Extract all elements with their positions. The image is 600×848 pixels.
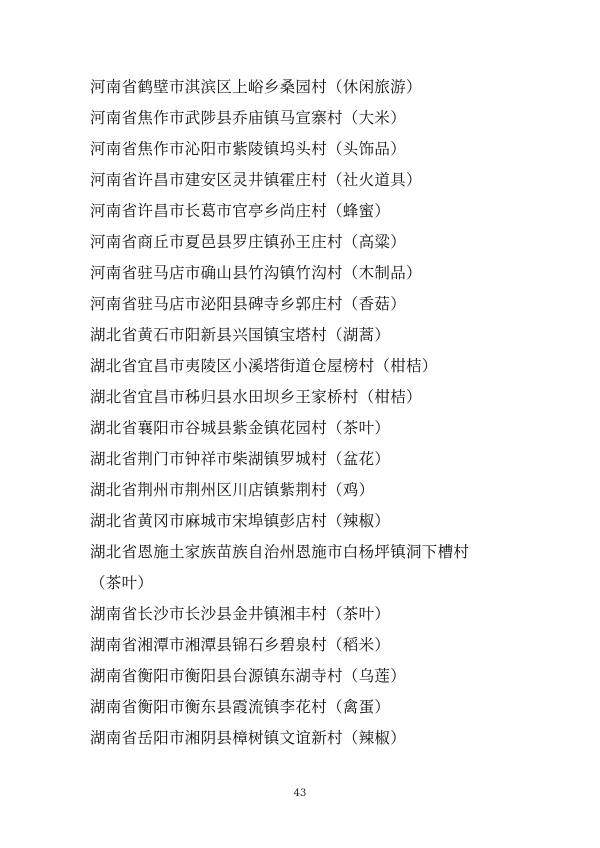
list-item: 湖北省荆州市荆州区川店镇紫荆村（鸡） [90,481,375,499]
list-item: 湖北省荆门市钟祥市柴湖镇罗城村（盆花） [90,450,391,468]
list-item: 河南省焦作市武陟县乔庙镇马宣寨村（大米） [90,109,407,127]
list-item: 河南省焦作市沁阳市紫陵镇坞头村（头饰品） [90,140,407,158]
list-item: 湖北省恩施土家族苗族自治州恩施市白杨坪镇洞下槽村（茶叶） [90,543,470,592]
list-item: 河南省驻马店市确山县竹沟镇竹沟村（木制品） [90,264,422,282]
list-item: 河南省商丘市夏邑县罗庄镇孙王庄村（高粱） [90,233,407,251]
list-item: 河南省许昌市建安区灵井镇霍庄村（社火道具） [90,171,422,189]
list-item: 湖北省襄阳市谷城县紫金镇花园村（茶叶） [90,419,391,437]
village-list [90,72,490,754]
list-item: 河南省许昌市长葛市官亭乡尚庄村（蜂蜜） [90,202,391,220]
list-item: 湖北省宜昌市夷陵区小溪塔街道仓屋榜村（柑桔） [90,357,438,375]
list-item: 河南省驻马店市泌阳县碑寺乡郭庄村（香菇） [90,295,407,313]
list-item: 湖南省衡阳市衡阳县台源镇东湖寺村（乌莲） [90,667,407,685]
list-item: 湖南省岳阳市湘阴县樟树镇文谊新村（辣椒） [90,729,407,747]
list-item: 湖南省长沙市长沙县金井镇湘丰村（茶叶） [90,605,391,623]
list-item: 湖南省湘潭市湘潭县锦石乡碧泉村（稻米） [90,636,391,654]
page-number: 43 [293,788,307,799]
list-item: 湖南省衡阳市衡东县霞流镇李花村（禽蛋） [90,698,391,716]
list-item: 湖北省黄石市阳新县兴国镇宝塔村（湖蒿） [90,326,391,344]
list-item: 湖北省黄冈市麻城市宋埠镇彭店村（辣椒） [90,512,391,530]
list-item: 河南省鹤壁市淇滨区上峪乡桑园村（休闲旅游） [90,78,422,96]
list-item: 湖北省宜昌市秭归县水田坝乡王家桥村（柑桔） [90,388,422,406]
